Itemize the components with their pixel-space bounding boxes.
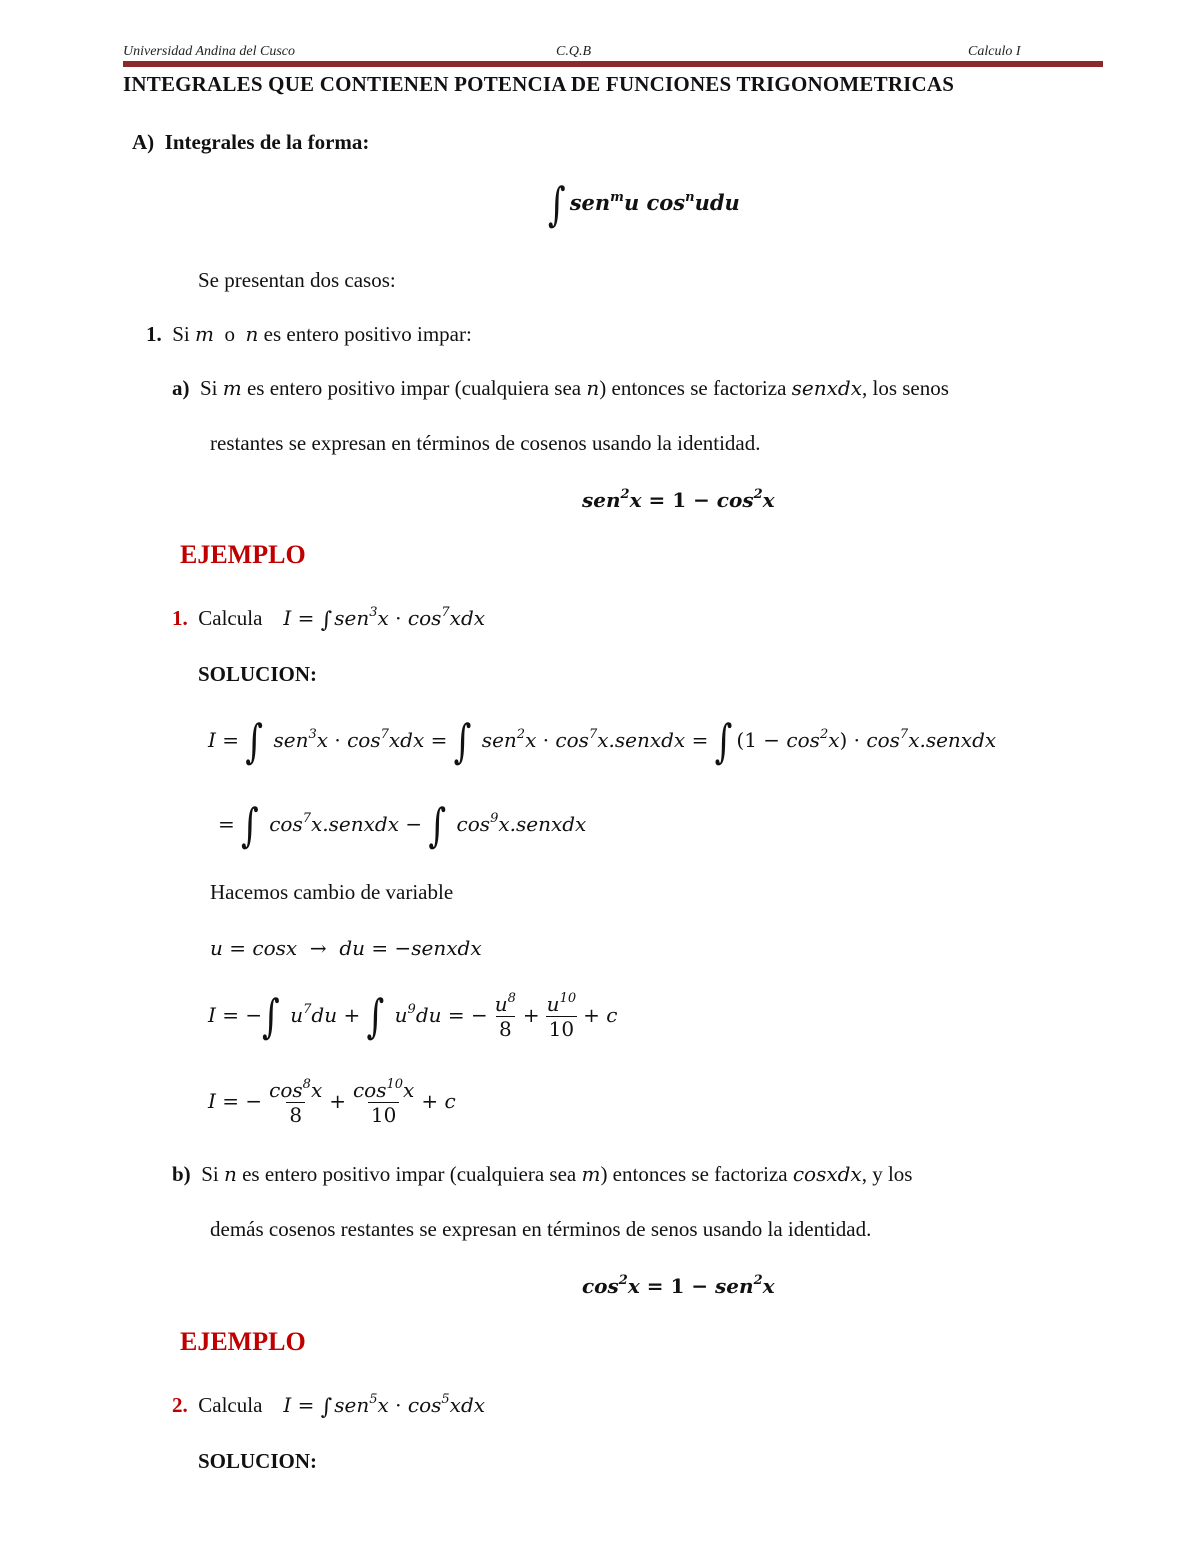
example-1-statement: 1. Calcula I = ∫ $sen^3x \cdot \cos^7xdx$ xyxy=(172,605,486,633)
solucion-1-label: SOLUCION: xyxy=(198,662,318,686)
section-a-label: A) xyxy=(132,130,155,154)
header-center: C.Q.B xyxy=(556,44,591,59)
case-b-line2: demás cosenos restantes se expresan en términos de senos usando la identidad. xyxy=(210,1217,872,1241)
case-b-line1: b) Si n es entero positivo impar (cualquiera sea m) entonces se factoriza cosxdx, y los xyxy=(172,1162,913,1186)
example-1-heading: EJEMPLO xyxy=(180,540,306,569)
case-1 xyxy=(146,322,472,347)
case-a-line2: restantes se expresan en términos de cosenos usando la identidad. xyxy=(210,431,761,455)
identity-sen: $sen^2x = 1 - \cos^2x$ xyxy=(582,487,775,512)
calcula-label: Calcula xyxy=(198,1393,263,1417)
solucion-2-label: SOLUCION: xyxy=(198,1449,318,1473)
solution-1-step1: I = ∫ $sen^3x \cdot \cos^7xdx$ = ∫ $sen^2x \cdot \cos^7x.senxdx$ = ∫ $(1 - \cos^2x)$ · $\cos^7x.senxdx$ xyxy=(208,715,997,769)
calcula-label: Calcula xyxy=(198,606,263,630)
header-left: Universidad Andina del Cusco xyxy=(123,44,296,59)
change-variable-text: Hacemos cambio de variable xyxy=(210,880,454,904)
solution-1-step2: = ∫ $\cos^7x.senxdx$ − ∫ $\cos^9x.senxdx$ xyxy=(218,799,587,853)
solution-1-step3: I = −∫ $u^7du$ + ∫ $u^9du$ = − $\frac{u^8}{8}$ + $\frac{u^{10}}{10}$ + c xyxy=(208,990,618,1044)
page-title: INTEGRALES QUE CONTIENEN POTENCIA DE FUNCIONES TRIGONOMETRICAS xyxy=(123,72,955,96)
example-2-heading: EJEMPLO xyxy=(180,1327,306,1356)
case-1-text: Si m o n es entero positivo impar: xyxy=(172,322,472,346)
section-a-heading: Integrales de la forma: xyxy=(164,130,370,154)
substitution: u = cosx → du = −senxdx xyxy=(210,936,482,960)
header-right: Calculo I xyxy=(968,44,1021,59)
two-cases-text: Se presentan dos casos: xyxy=(198,268,396,292)
case-1-number: 1. xyxy=(146,322,162,346)
header-rule xyxy=(123,61,1103,67)
case-a-label: a) xyxy=(172,376,190,400)
case-b-label: b) xyxy=(172,1162,191,1186)
example-2-statement: 2. Calcula I = ∫ $sen^5x \cdot \cos^5xdx$ xyxy=(172,1392,486,1420)
case-a-line1: a) Si m es entero positivo impar (cualquiera sea n) entonces se factoriza senxdx, los senos xyxy=(172,376,949,400)
solution-1-result: I = − $\frac{\cos^8x}{8}$ + $\frac{\cos^{10}x}{10}$ + c xyxy=(208,1077,456,1127)
general-form-formula: ∫ sen$^m$u $\cos^nudu$ xyxy=(548,178,740,232)
section-a xyxy=(132,130,369,155)
identity-cos: $\cos^2x = 1 - sen^2x$ xyxy=(582,1273,775,1298)
example-2-number: 2. xyxy=(172,1393,188,1417)
example-1-number: 1. xyxy=(172,606,188,630)
